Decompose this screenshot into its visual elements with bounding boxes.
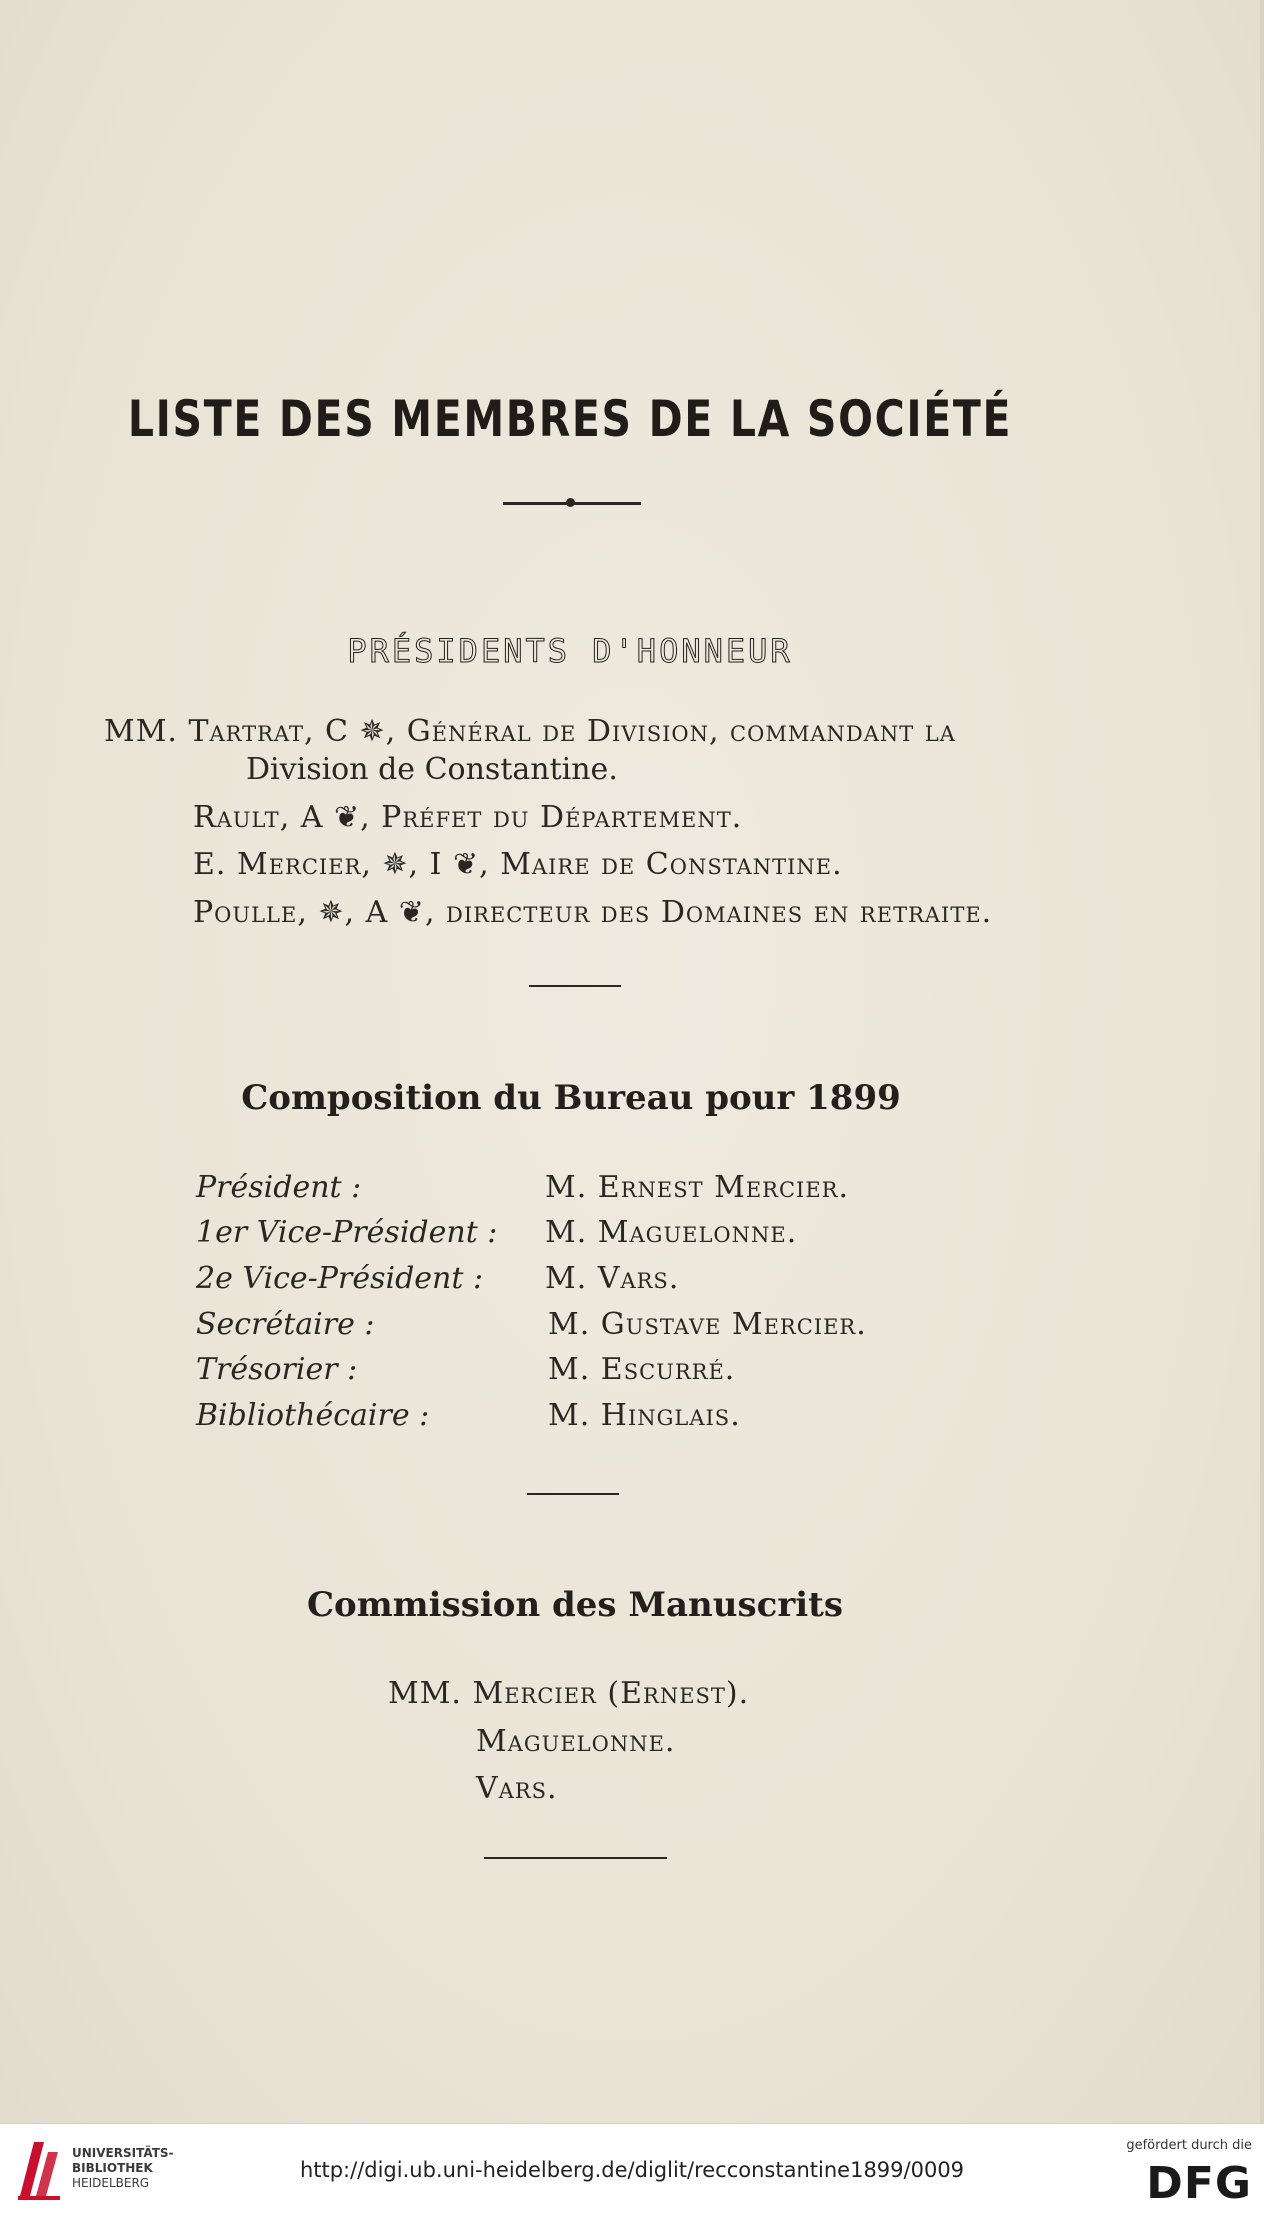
title-ornament	[503, 496, 641, 510]
role-label: Bibliothécaire :	[196, 1398, 430, 1433]
role-holder: M. Ernest Mercier.	[545, 1170, 850, 1205]
permalink-url[interactable]: http://digi.ub.uni-heidelberg.de/diglit/recconstantine1899/0009	[299, 2158, 965, 2182]
commission-line-1: MM. Mercier (Ernest).	[388, 1676, 750, 1711]
role-holder: M. Gustave Mercier.	[548, 1307, 867, 1342]
commission-line-3: Vars.	[476, 1771, 558, 1806]
role-holder: M. Hinglais.	[548, 1398, 741, 1433]
commission-line-2: Maguelonne.	[476, 1724, 676, 1759]
viewer-footer	[0, 2123, 1264, 2214]
section-divider	[484, 1857, 667, 1859]
sponsor-caption: gefördert durch die	[1126, 2138, 1252, 2153]
role-label: 1er Vice-Président :	[196, 1215, 498, 1250]
honorary-line-1: MM. Tartrat, C ✵, Général de Division, commandant la	[104, 714, 956, 749]
role-label: Secrétaire :	[196, 1307, 375, 1342]
honorary-line-5: Poulle, ✵, A ❦, directeur des Domaines en retraite.	[193, 895, 993, 930]
honorary-line-4: E. Mercier, ✵, I ❦, Maire de Constantine.	[193, 847, 843, 882]
dfg-logo: DFG	[1146, 2158, 1252, 2209]
role-holder: M. Escurré.	[548, 1352, 736, 1387]
honorary-presidents-heading: PRÉSIDENTS D'HONNEUR	[347, 632, 793, 670]
bureau-heading: Composition du Bureau pour 1899	[241, 1078, 901, 1118]
commission-heading: Commission des Manuscrits	[306, 1585, 844, 1625]
library-logo-text: UNIVERSITÄTS- BIBLIOTHEK HEIDELBERG	[72, 2146, 174, 2190]
honorary-line-3: Rault, A ❦, Préfet du Département.	[193, 800, 743, 835]
honorary-line-2: Division de Constantine.	[246, 752, 618, 787]
role-holder: M. Maguelonne.	[545, 1215, 798, 1250]
role-label: Président :	[196, 1170, 362, 1205]
section-divider	[529, 985, 621, 987]
role-holder: M. Vars.	[545, 1261, 680, 1296]
page-title: LISTE DES MEMBRES DE LA SOCIÉTÉ	[127, 390, 1013, 448]
role-label: 2e Vice-Président :	[196, 1261, 484, 1296]
role-label: Trésorier :	[196, 1352, 358, 1387]
section-divider	[527, 1493, 619, 1495]
